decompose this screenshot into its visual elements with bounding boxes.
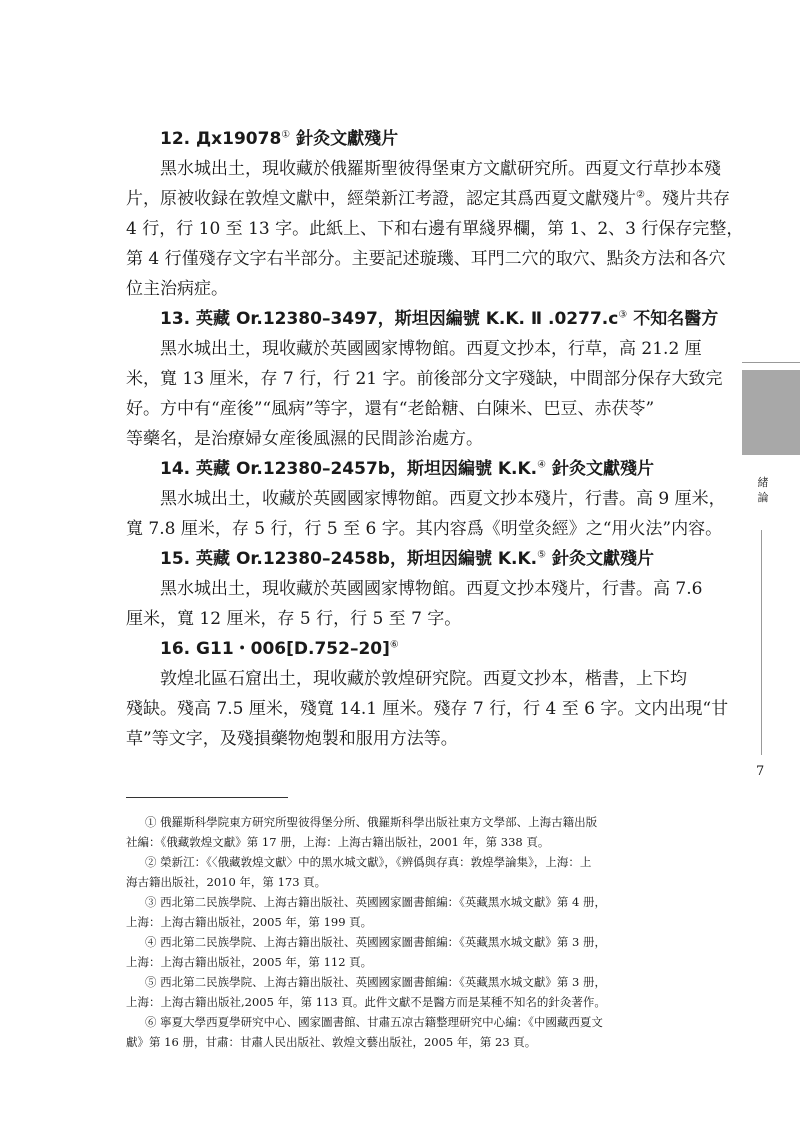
- entry-16-line: 殘缺。殘高 7.5 厘米，殘寬 14.1 厘米。殘存 7 行，行 4 至 6 字。文内出現“甘: [126, 699, 729, 719]
- side-margin-rule: [761, 530, 762, 755]
- entry-16-line: 草”等文字，及殘損藥物炮製和服用方法等。: [126, 729, 458, 749]
- page-number: 7: [756, 764, 765, 779]
- side-section-tab: [742, 370, 800, 455]
- footnote-1-line: 社編：《俄藏敦煌文獻》第 17 册，上海：上海古籍出版社，2001 年，第 338 頁。: [126, 835, 550, 849]
- entry-13-line: 好。方中有“産後”“風病”等字，還有“老餄糖、白陳米、巴豆、赤茯苓”: [126, 399, 655, 419]
- footnote-6-line: ⑥ 寧夏大學西夏學研究中心、國家圖書館、甘肅五凉古籍整理研究中心編：《中國藏西夏文: [145, 1015, 603, 1029]
- footnote-2-line: ② 榮新江：《〈俄藏敦煌文獻〉中的黑水城文獻》，《辨僞與存真：敦煌學論集》，上海：上: [145, 855, 592, 869]
- entry-13-line: 等藥名，是治療婦女産後風濕的民間診治處方。: [126, 429, 483, 449]
- entry-13-line: 米，寬 13 厘米，存 7 行，行 21 字。前後部分文字殘缺，中間部分保存大致完: [126, 369, 723, 389]
- entry-16-line: 敦煌北區石窟出土，現收藏於敦煌研究院。西夏文抄本，楷書，上下均: [160, 669, 687, 689]
- entry-15-line: 厘米，寬 12 厘米，存 5 行，行 5 至 7 字。: [126, 609, 462, 629]
- footnote-3-line: 上海：上海古籍出版社，2005 年，第 199 頁。: [126, 915, 373, 929]
- side-tab-rule: [742, 362, 800, 363]
- footnote-6-line: 獻》第 16 册，甘肅：甘肅人民出版社、敦煌文藝出版社，2005 年，第 23 頁。: [126, 1035, 537, 1049]
- entry-12-line: 4 行，行 10 至 13 字。此紙上、下和右邊有單綫界欄，第 1、2、3 行保存完整，: [126, 219, 744, 239]
- footnote-3-line: ③ 西北第二民族學院、上海古籍出版社、英國國家圖書館編：《英藏黑水城文獻》第 4 册，: [145, 895, 607, 909]
- entry-14-line: 黑水城出土，收藏於英國國家博物館。西夏文抄本殘片，行書。高 9 厘米，: [160, 489, 726, 509]
- footnote-4-line: ④ 西北第二民族學院、上海古籍出版社、英國國家圖書館編：《英藏黑水城文獻》第 3 册，: [145, 935, 607, 949]
- footnote-4-line: 上海：上海古籍出版社，2005 年，第 112 頁。: [126, 955, 373, 969]
- entry-13-line: 黑水城出土，現收藏於英國國家博物館。西夏文抄本，行草，高 21.2 厘: [160, 339, 702, 359]
- entry-14-line: 寬 7.8 厘米，存 5 行，行 5 至 6 字。其内容爲《明堂灸經》之“用火法”内容。: [126, 519, 723, 539]
- entry-12-line: 第 4 行僅殘存文字右半部分。主要記述璇璣、耳門二穴的取穴、點灸方法和各穴: [126, 249, 726, 269]
- footnote-1-line: ① 俄羅斯科學院東方研究所聖彼得堡分所、俄羅斯科學出版社東方文學部、上海古籍出版: [145, 815, 598, 829]
- footnote-divider: [126, 797, 288, 798]
- section-label: 緒論: [757, 476, 769, 504]
- footnote-5-line: ⑤ 西北第二民族學院、上海古籍出版社、英國國家圖書館編：《英藏黑水城文獻》第 3 册，: [145, 975, 607, 989]
- footnote-5-line: 上海：上海古籍出版社,2005 年，第 113 頁。此件文獻不是醫方而是某種不知名的針灸著作。: [126, 995, 606, 1009]
- entry-12-title: 12. Дх19078① 針灸文獻殘片: [160, 129, 399, 149]
- entry-12-line: 位主治病症。: [126, 279, 228, 299]
- entry-12-line: 片，原被收録在敦煌文獻中，經榮新江考證，認定其爲西夏文獻殘片②。殘片共存: [126, 189, 730, 209]
- entry-15-line: 黑水城出土，現收藏於英國國家博物館。西夏文抄本殘片，行書。高 7.6: [160, 579, 703, 599]
- entry-13-title: 13. 英藏 Or.12380–3497，斯坦因編號 K.K. Ⅱ .0277.c③ 不知名醫方: [160, 309, 719, 329]
- entry-14-title: 14. 英藏 Or.12380–2457b，斯坦因編號 K.K.④ 針灸文獻殘片: [160, 459, 655, 479]
- footnote-2-line: 海古籍出版社，2010 年，第 173 頁。: [126, 875, 327, 889]
- entry-15-title: 15. 英藏 Or.12380–2458b，斯坦因編號 K.K.⑤ 針灸文獻殘片: [160, 549, 655, 569]
- entry-16-title: 16. G11・006[D.752–20]⑥: [160, 639, 399, 659]
- entry-12-line: 黑水城出土，現收藏於俄羅斯聖彼得堡東方文獻研究所。西夏文行草抄本殘: [160, 159, 721, 179]
